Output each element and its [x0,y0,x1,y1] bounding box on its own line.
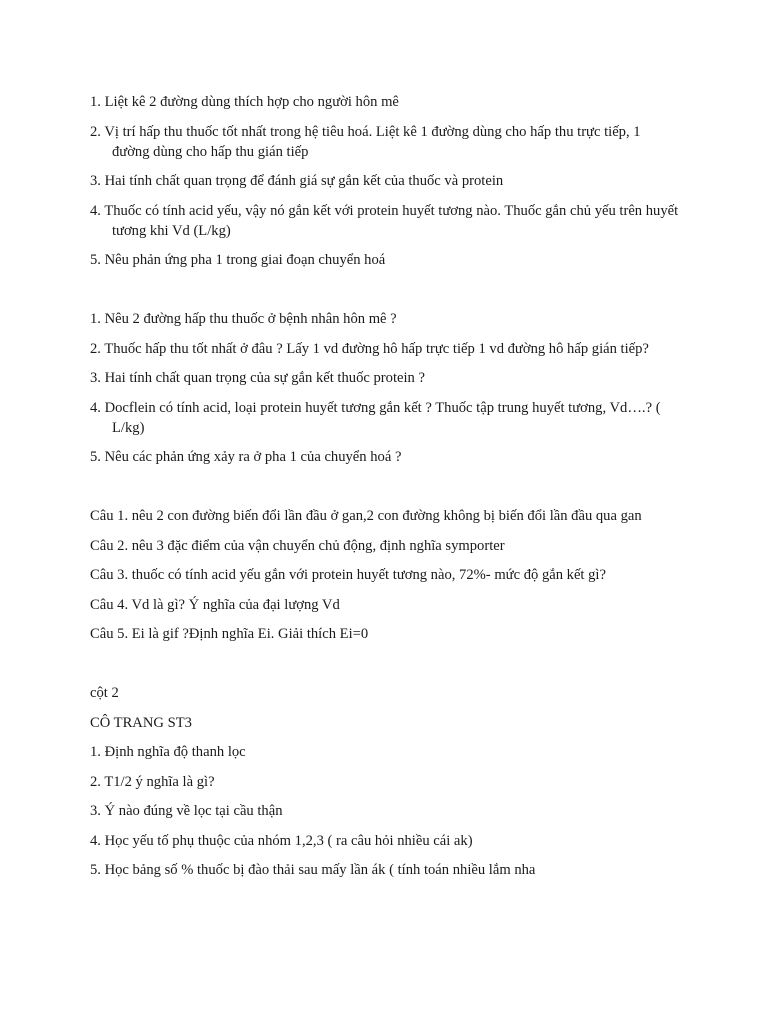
question-item: Câu 5. Ei là gif ?Định nghĩa Ei. Giải thích Ei=0 [90,626,369,642]
section-heading: cột 2 [90,685,119,701]
section-subheading: CÔ TRANG ST3 [90,714,192,731]
question-list-2 [90,309,680,477]
question-list-4 [90,683,680,890]
question-list-3 [90,506,680,654]
question-item: Câu 4. Vd là gì? Ý nghĩa của đại lượng Vd [90,596,340,613]
question-item: 1. Định nghĩa độ thanh lọc [90,744,246,760]
question-item: 5. Nêu phản ứng pha 1 trong giai đoạn chuyển hoá [90,252,386,268]
question-item: 4. Thuốc có tính acid yếu, vậy nó gắn kết với protein huyết tương nào. Thuốc gắn chủ yếu trên huyết tương khi Vd (L/kg) [90,202,679,239]
question-item: 4. Học yếu tố phụ thuộc của nhóm 1,2,3 ( ra câu hỏi nhiều cái ak) [90,832,473,849]
question-item: 4. Docflein có tính acid, loại protein huyết tương gắn kết ? Thuốc tập trung huyết tương, Vd….? ( L/kg) [90,399,661,436]
question-item: 1. Nêu 2 đường hấp thu thuốc ở bệnh nhân hôn mê ? [90,311,397,327]
question-item: 3. Hai tính chất quan trọng để đánh giá sự gắn kết của thuốc và protein [90,173,504,189]
question-item: Câu 3. thuốc có tính acid yếu gắn với protein huyết tương nào, 72%- mức độ gắn kết gì? [90,567,606,583]
question-item: 5. Học bảng số % thuốc bị đào thải sau mấy lần ák ( tính toán nhiều lắm nha [90,862,536,878]
question-item: 2. Thuốc hấp thu tốt nhất ở đâu ? Lấy 1 vd đường hô hấp trực tiếp 1 vd đường hô hấp gián tiếp? [90,340,649,357]
question-list-1 [90,92,680,280]
question-item: 2. Vị trí hấp thu thuốc tốt nhất trong hệ tiêu hoá. Liệt kê 1 đường dùng cho hấp thu trực tiếp, 1 đường dùng cho hấp thu gián tiếp [90,123,641,160]
question-item: Câu 2. nêu 3 đặc điểm của vận chuyển chủ động, định nghĩa symporter [90,537,505,554]
question-item: 3. Hai tính chất quan trọng của sự gắn kết thuốc protein ? [90,370,425,386]
question-item: 1. Liệt kê 2 đường dùng thích hợp cho người hôn mê [90,94,399,110]
question-item: 3. Ý nào đúng về lọc tại cầu thận [90,803,283,819]
question-item: Câu 1. nêu 2 con đường biến đổi lần đầu ở gan,2 con đường không bị biến đổi lần đầu qua gan [90,508,642,524]
question-item: 5. Nêu các phản ứng xảy ra ở pha 1 của chuyển hoá ? [90,449,402,465]
question-item: 2. T1/2 ý nghĩa là gì? [90,773,215,790]
